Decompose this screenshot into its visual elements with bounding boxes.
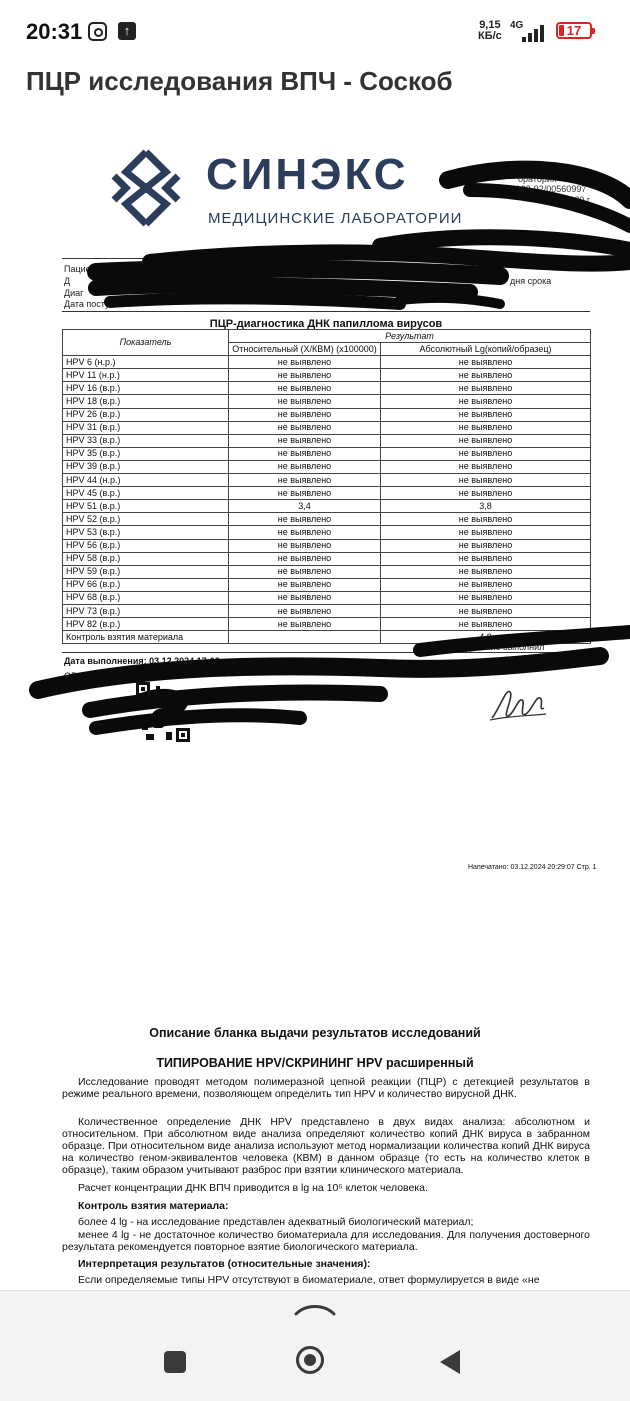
hpv-type-cell: HPV 45 (в.р.) [63,487,229,500]
hpv-type-cell: HPV 26 (в.р.) [63,408,229,421]
table-row [63,513,591,526]
relative-value-cell: не выявлено [229,604,381,617]
relative-value-cell: не выявлено [229,460,381,473]
absolute-value-cell: не выявлено [381,591,591,604]
relative-value-cell: не выявлено [229,526,381,539]
hpv-type-cell: HPV 52 (в.р.) [63,513,229,526]
table-row [63,526,591,539]
hpv-type-cell: HPV 35 (в.р.) [63,447,229,460]
relative-value-cell: не выявлено [229,565,381,578]
patient-label: Пациент: ПОП [64,264,125,274]
divider [62,652,590,653]
table-row [63,395,591,408]
lab-info-line-2: Л 041-01138-92/00560997 [480,184,587,194]
table-row [63,356,591,369]
relative-value-cell: не выявлено [229,382,381,395]
birthdate-label: Д [64,276,71,286]
relative-value-cell: не выявлено [229,591,381,604]
hpv-type-cell: HPV 66 (в.р.) [63,578,229,591]
absolute-value-cell: не выявлено [381,395,591,408]
relative-value-cell: не выявлено [229,539,381,552]
printed-timestamp: Напечатано: 03.12.2024 20:29:07 Стр. 1 [468,864,597,871]
absolute-value-cell: не выявлено [381,552,591,565]
logo-subtitle: МЕДИЦИНСКИЕ ЛАБОРАТОРИИ [208,210,463,227]
hpv-type-cell: HPV 56 (в.р.) [63,539,229,552]
table-row [63,369,591,382]
relative-value-cell: не выявлено [229,513,381,526]
control-value: 4,8 [381,631,591,644]
hpv-type-cell: HPV 11 (н.р.) [63,369,229,382]
table-row [63,382,591,395]
admission-date-label: Дата посту [64,299,110,309]
page-title: ПЦР исследования ВПЧ - Соскоб [26,66,453,96]
relative-value-cell: не выявлено [229,434,381,447]
lab-info-line-3: 11.12.2020 г. [540,195,592,205]
absolute-value-cell: не выявлено [381,604,591,617]
table-row [63,552,591,565]
absolute-value-cell: не выявлено [381,434,591,447]
table-row [63,434,591,447]
description-title: Описание бланка выдачи результатов исследований [149,1026,481,1040]
description-subtitle: ТИПИРОВАНИЕ HPV/СКРИНИНГ HPV расширенный [156,1056,474,1070]
header-result: Результат [229,330,591,343]
qr-label: QR-код [64,671,95,681]
researcher-text: Исследование выполнил [440,642,545,652]
network-speed: 9,15 КБ/с [478,19,502,42]
absolute-value-cell: не выявлено [381,539,591,552]
table-row [63,447,591,460]
table-row [63,460,591,473]
hpv-type-cell: HPV 44 (н.р.) [63,474,229,487]
results-table-title: ПЦР-диагностика ДНК папиллома вирусов [209,318,443,330]
home-button[interactable] [296,1346,324,1374]
sinex-logo-icon [104,148,188,228]
hpv-type-cell: HPV 18 (в.р.) [63,395,229,408]
chevron-up-icon[interactable] [292,1300,338,1316]
table-row [63,578,591,591]
relative-value-cell: не выявлено [229,578,381,591]
control-heading: Контроль взятия материала: [78,1200,229,1212]
absolute-value-cell: не выявлено [381,447,591,460]
interpretation-item-1: Если определяемые типы HPV отсутствуют в биоматериале, ответ формулируется в виде «не [78,1274,540,1286]
qr-code-icon [136,682,190,742]
table-row [63,604,591,617]
relative-value-cell: не выявлено [229,487,381,500]
hpv-type-cell: HPV 33 (в.р.) [63,434,229,447]
absolute-value-cell: не выявлено [381,421,591,434]
relative-value-cell: не выявлено [229,408,381,421]
control-item-2: менее 4 lg - не достаточное количество биоматериала для исследования. Для получения достоверного результата рекомендуется повторное взятие биологического материала. [62,1229,590,1253]
control-item-1: более 4 lg - на исследование представлен адекватный биологический материал; [78,1216,474,1228]
deadline-label: дня срока [510,276,552,286]
relative-value-cell: не выявлено [229,474,381,487]
logo-name: СИНЭКС [206,150,409,199]
absolute-value-cell: не выявлено [381,618,591,631]
divider [62,311,590,312]
back-button[interactable] [440,1350,460,1374]
hpv-type-cell: HPV 59 (в.р.) [63,565,229,578]
absolute-value-cell: не выявлено [381,526,591,539]
hpv-type-cell: HPV 82 (в.р.) [63,618,229,631]
table-row [63,565,591,578]
execution-date: Дата выполнения: 03.12.2024 17:02 [64,656,220,666]
absolute-value-cell: не выявлено [381,487,591,500]
relative-value-cell: не выявлено [229,369,381,382]
absolute-value-cell: не выявлено [381,578,591,591]
signature [488,678,548,726]
network-type: 4G [510,20,524,31]
header-absolute: Абсолютный Lg(копий/образец) [381,343,591,356]
hpv-type-cell: HPV 31 (в.р.) [63,421,229,434]
signal-icon [520,24,546,42]
description-paragraph-1: Исследование проводят методом полимеразной цепной реакции (ПЦР) с детекцией результатов в режиме реального времени, позволяющем определить тип HPV и количество вирусной ДНК. [62,1076,590,1100]
relative-value-cell: не выявлено [229,552,381,565]
upload-notification-icon: ↑ [118,22,136,40]
hpv-type-cell: HPV 51 (в.р.) [63,500,229,513]
relative-value-cell: не выявлено [229,421,381,434]
absolute-value-cell: 3,8 [381,500,591,513]
absolute-value-cell: не выявлено [381,460,591,473]
table-row [63,618,591,631]
absolute-value-cell: не выявлено [381,513,591,526]
table-row [63,591,591,604]
status-bar [0,0,630,60]
header-indicator: Показатель [63,330,229,356]
relative-value-cell: 3,4 [229,500,381,513]
absolute-value-cell: не выявлено [381,369,591,382]
relative-value-cell: не выявлено [229,447,381,460]
table-row [63,408,591,421]
absolute-value-cell: не выявлено [381,474,591,487]
table-row [63,421,591,434]
doctor-name-label: Ф.И.О [350,299,376,309]
battery-icon [556,22,592,39]
absolute-value-cell: не выявлено [381,408,591,421]
hpv-type-cell: HPV 73 (в.р.) [63,604,229,617]
table-row [63,474,591,487]
hpv-type-cell: HPV 16 (в.р.) [63,382,229,395]
description-paragraph-2: Количественное определение ДНК HPV представлено в двух видах анализа: абсолютном и относительном. При абсолютном виде анализа определяют количество копий ДНК вируса в забранном образце. При относительном виде анализа используют метод нормализации количества копий ДНК вируса на количество геном-эквивалентов человека (КВМ) в данном образце (то есть на количество клеток в образце), таким образом учитывают разброс при взятии клинического материала. [62,1116,590,1176]
relative-value-cell: не выявлено [229,395,381,408]
divider [62,258,590,259]
table-row [63,500,591,513]
relative-value-cell: не выявлено [229,356,381,369]
instagram-icon [88,22,107,41]
hpv-type-cell: HPV 6 (н.р.) [63,356,229,369]
table-row [63,487,591,500]
relative-value-cell: не выявлено [229,618,381,631]
results-table [62,329,591,644]
absolute-value-cell: не выявлено [381,382,591,395]
absolute-value-cell: не выявлено [381,356,591,369]
interpretation-heading: Интерпретация результатов (относительные значения): [78,1258,371,1270]
hpv-type-cell: HPV 68 (в.р.) [63,591,229,604]
diagnosis-label: Диаг [64,288,84,298]
recent-apps-button[interactable] [164,1351,186,1373]
lab-info-line-1: оратория "СИНЭКС" [518,174,604,184]
control-label: Контроль взятия материала [63,631,229,644]
status-time: 20:31 [26,19,83,44]
absolute-value-cell: не выявлено [381,565,591,578]
hpv-type-cell: HPV 53 (в.р.) [63,526,229,539]
hpv-type-cell: HPV 39 (в.р.) [63,460,229,473]
hpv-type-cell: HPV 58 (в.р.) [63,552,229,565]
table-row [63,539,591,552]
header-relative: Относительный (Х/КВМ) (х100000) [229,343,381,356]
battery-level: 17 [566,23,582,38]
description-paragraph-3: Расчет концентрации ДНК ВПЧ приводится в lg на 10⁵ клеток человека. [78,1182,428,1194]
researcher-name: Шахмурзаева М [512,656,583,666]
